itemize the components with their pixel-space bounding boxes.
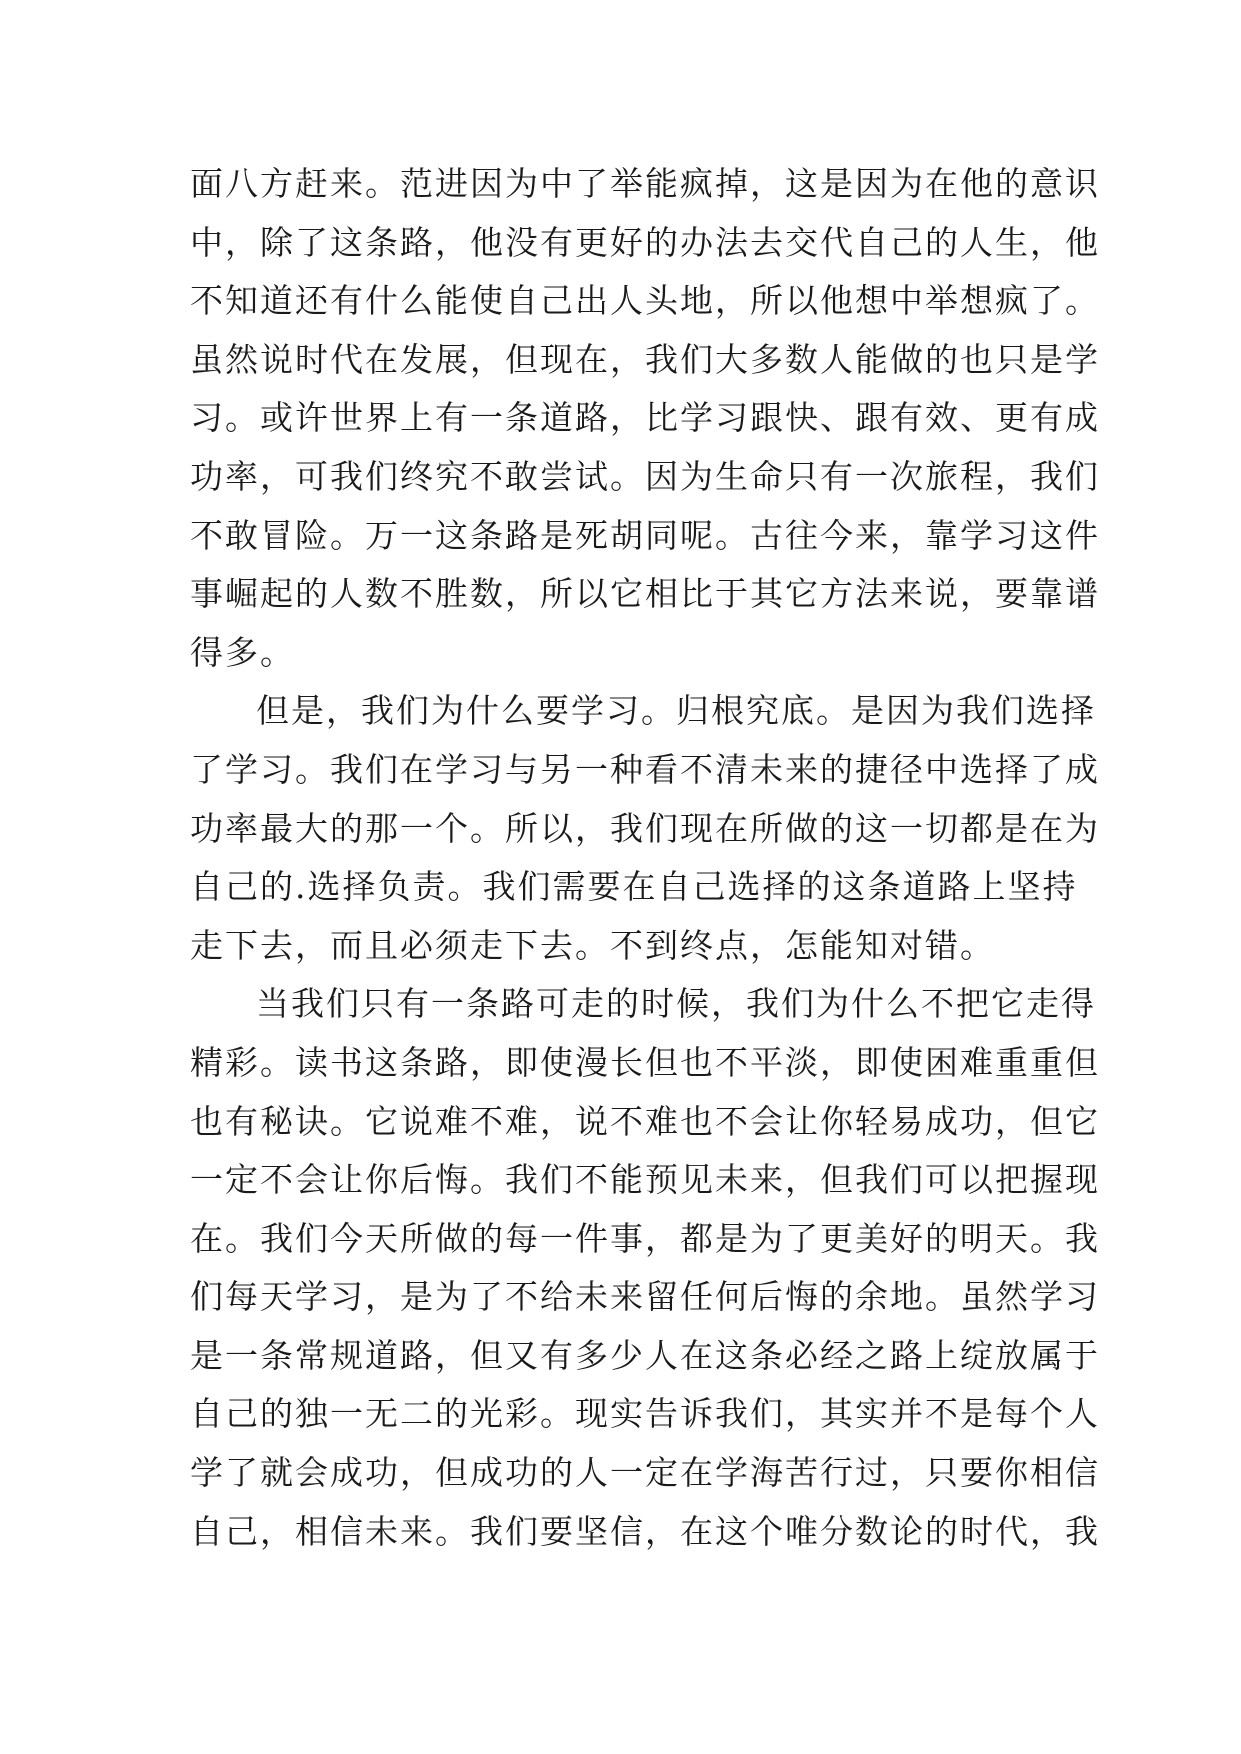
text-line: 自己，相信未来。我们要坚信，在这个唯分数论的时代，我 [190, 1511, 1100, 1551]
text-line: 功率，可我们终究不敢尝试。因为生命只有一次旅程，我们 [190, 456, 1100, 496]
text-line: 们每天学习，是为了不给未来留任何后悔的余地。虽然学习 [190, 1277, 1100, 1317]
text-line: 走下去，而且必须走下去。不到终点，怎能知对错。 [190, 925, 995, 965]
text-line: 面八方赶来。范进因为中了举能疯掉，这是因为在他的意识 [190, 164, 1100, 203]
text-line: 不敢冒险。万一这条路是死胡同呢。古往今来，靠学习这件 [190, 515, 1100, 555]
text-line: 功率最大的那一个。所以，我们现在所做的这一切都是在为 [190, 808, 1100, 848]
text-line: 精彩。读书这条路，即使漫长但也不平淡，即使困难重重但 [190, 1042, 1100, 1082]
text-line: 在。我们今天所做的每一件事，都是为了更美好的明天。我 [190, 1218, 1100, 1258]
text-line: 得多。 [190, 632, 295, 672]
text-line: 学了就会成功，但成功的人一定在学海苦行过，只要你相信 [190, 1453, 1100, 1493]
paragraph-start-line: 但是，我们为什么要学习。归根究底。是因为我们选择 [256, 691, 1096, 731]
text-line: 自己的.选择负责。我们需要在自己选择的这条道路上坚持 [190, 867, 1078, 907]
text-line: 一定不会让你后悔。我们不能预见未来，但我们可以把握现 [190, 1160, 1100, 1200]
text-line: 习。或许世界上有一条道路，比学习跟快、跟有效、更有成 [190, 398, 1100, 438]
text-line: 事崛起的人数不胜数，所以它相比于其它方法来说，要靠谱 [190, 574, 1100, 614]
text-line: 也有秘诀。它说难不难，说不难也不会让你轻易成功，但它 [190, 1101, 1100, 1141]
text-line: 自己的独一无二的光彩。现实告诉我们，其实并不是每个人 [190, 1394, 1100, 1434]
text-line: 虽然说时代在发展，但现在，我们大多数人能做的也只是学 [190, 339, 1100, 379]
text-line: 了学习。我们在学习与另一种看不清未来的捷径中选择了成 [190, 749, 1100, 789]
text-line: 中，除了这条路，他没有更好的办法去交代自己的人生，他 [190, 222, 1100, 262]
paragraph-start-line: 当我们只有一条路可走的时候，我们为什么不把它走得 [256, 984, 1096, 1024]
text-line: 不知道还有什么能使自己出人头地，所以他想中举想疯了。 [190, 281, 1100, 321]
text-line: 是一条常规道路，但又有多少人在这条必经之路上绽放属于 [190, 1335, 1100, 1375]
body-text [190, 155, 1100, 1561]
